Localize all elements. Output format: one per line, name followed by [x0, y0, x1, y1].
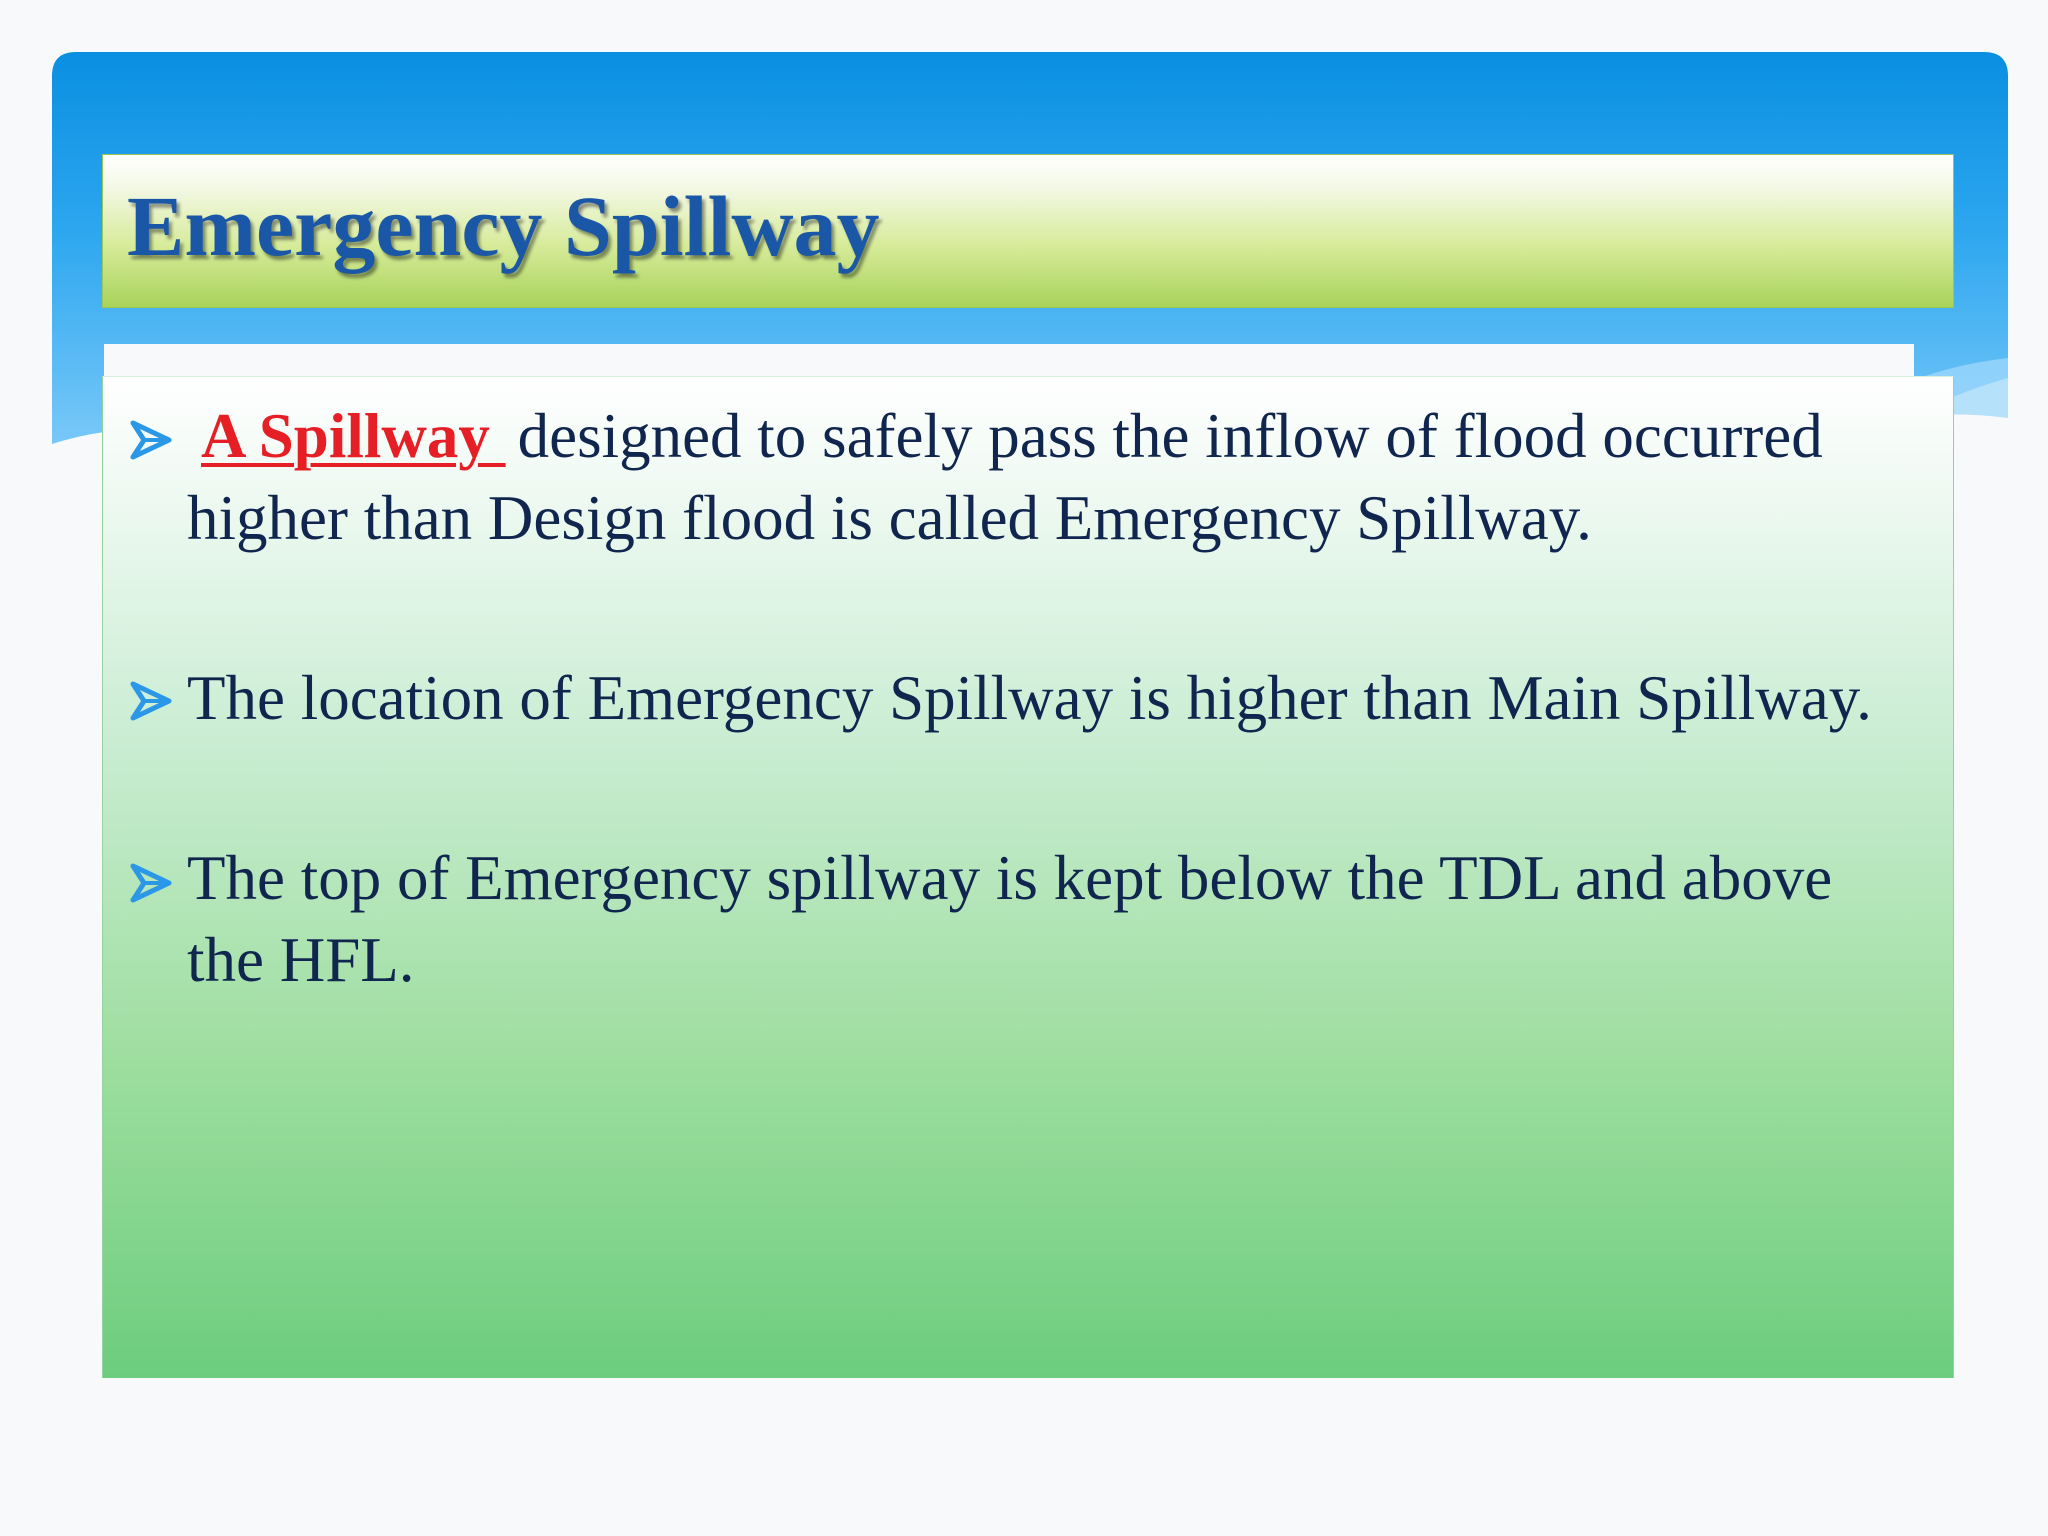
slide-title: Emergency Spillway	[127, 178, 880, 274]
highlight-term: A Spillway	[201, 401, 506, 471]
arrow-bullet-icon	[129, 419, 173, 461]
bullet-text-3	[187, 837, 1907, 1001]
arrow-bullet-icon	[129, 680, 173, 722]
content-box	[102, 376, 1954, 1378]
bullet-body-2: The location of Emergency Spillway is higher than Main Spillway.	[187, 663, 1872, 733]
bullet-body-3: The top of Emergency spillway is kept below the TDL and above the HFL.	[187, 843, 1833, 995]
arrow-bullet-icon	[129, 862, 173, 904]
bullet-text-1	[187, 395, 1907, 559]
bullet-body-1: designed to safely pass the inflow of flood occurred higher than Design flood is called Emergency Spillway.	[187, 401, 1823, 553]
bullet-text-2	[187, 657, 1907, 739]
title-bar	[102, 154, 1954, 308]
